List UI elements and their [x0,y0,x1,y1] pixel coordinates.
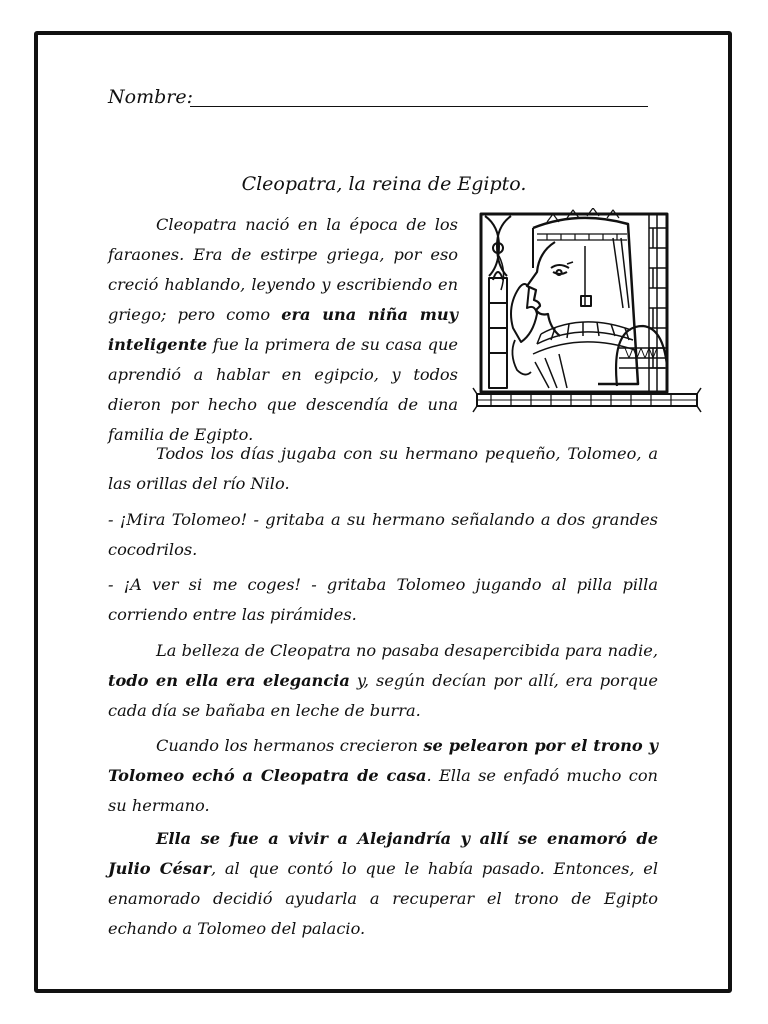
paragraph-2-run-1: Todos los días jugaba con su hermano pequeño, Tolomeo, a las orillas del río Nilo. [108,444,658,493]
paragraph-4 [108,570,658,630]
page-title: Cleopatra, la reina de Egipto. [241,173,527,195]
paragraph-4-run-1: - ¡A ver si me coges! - gritaba Tolomeo jugando al pilla pilla corriendo entre las pirámides. [108,575,658,624]
paragraph-1-run-2: era una niña muy inteligente [108,305,458,354]
paragraph-3 [108,505,658,565]
paragraph-6-run-2: se pelearon por el trono y Tolomeo echó a Cleopatra de casa [108,736,659,785]
paragraph-6-run-3: . Ella se enfadó mucho con su hermano. [108,766,658,815]
cleopatra-icon [471,208,703,422]
paragraph-7 [108,824,658,944]
name-label: Nombre: [108,86,193,108]
paragraph-6 [108,731,658,821]
paragraph-7-run-1: Ella se fue a vivir a Alejandría y allí se enamoró de Julio César [108,829,658,878]
paragraph-5-run-2: todo en ella era elegancia [108,671,350,690]
paragraph-1-run-3: fue la primera de su casa que aprendió a hablar en egipcio, y todos dieron por hecho que descendía de una familia de Egipto. [108,335,458,444]
name-line [190,106,648,107]
paragraph-1-run-1: Cleopatra nació en la época de los faraones. Era de estirpe griega, por eso creció hablando, leyendo y escribiendo en griego; pero como [108,215,458,324]
paragraph-6-run-1: Cuando los hermanos crecieron [156,736,424,755]
paragraph-5-run-1: La belleza de Cleopatra no pasaba desapercibida para nadie, [156,641,658,660]
paragraph-7-run-2: , al que contó lo que le había pasado. Entonces, el enamorado decidió ayudarla a recuperar el trono de Egipto echando a Tolomeo del palacio. [108,859,658,938]
paragraph-2 [108,439,658,499]
paragraph-3-run-1: - ¡Mira Tolomeo! - gritaba a su hermano señalando a dos grandes cocodrilos. [108,510,658,559]
paragraph-5-run-3: y, según decían por allí, era porque cada día se bañaba en leche de burra. [108,671,658,720]
paragraph-1 [108,210,458,450]
paragraph-5 [108,636,658,726]
